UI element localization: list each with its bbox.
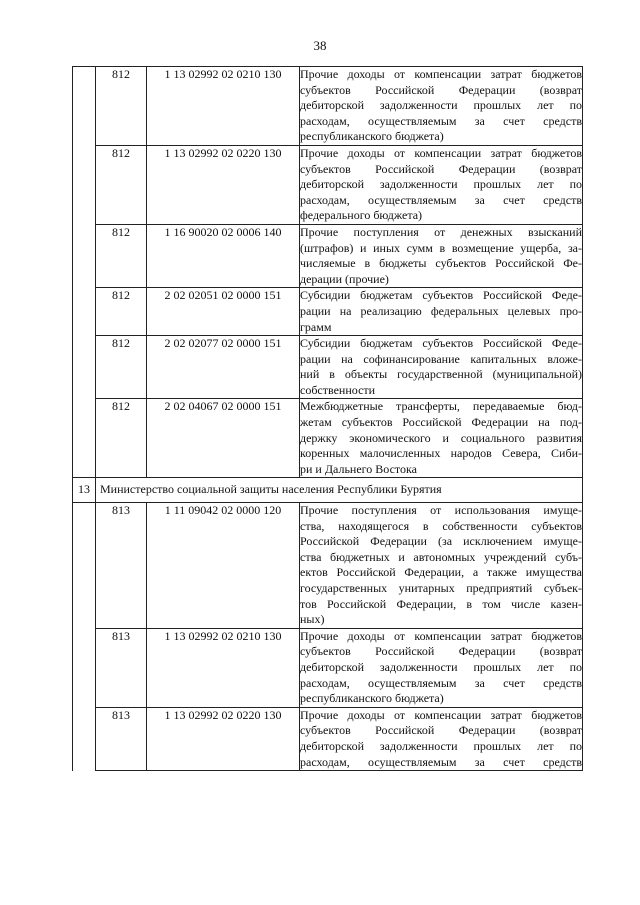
revenue-codes-table xyxy=(72,66,583,771)
row-number-cell xyxy=(73,503,96,771)
revenue-description xyxy=(300,628,583,707)
description-line: ри и Дальнего Востока xyxy=(300,461,417,476)
admin-code: 812 xyxy=(96,67,147,146)
description-line: государственных унитарных предприятий субъек- xyxy=(300,581,582,595)
description-line: держку экономического и социального развития xyxy=(300,430,582,445)
section-title: Министерство социальной защиты населения Республики Бурятия xyxy=(96,478,583,503)
table-row xyxy=(73,399,583,478)
table-body-ministry-13 xyxy=(73,503,583,771)
budget-classification-code: 1 16 90020 02 0006 140 xyxy=(147,224,300,287)
budget-classification-code: 1 13 02992 02 0220 130 xyxy=(147,145,300,224)
admin-code: 812 xyxy=(96,399,147,478)
page-number: 38 xyxy=(313,38,327,53)
admin-code: 812 xyxy=(96,145,147,224)
revenue-description xyxy=(300,288,583,336)
description-line: Субсидии бюджетам субъектов Российской Феде- xyxy=(300,288,582,303)
table-section-header xyxy=(73,478,583,503)
description-line: рации на реализацию федеральных целевых про- xyxy=(300,303,582,318)
budget-classification-code: 2 02 04067 02 0000 151 xyxy=(147,399,300,478)
description-line: ний в объекты государственной (муниципальной) xyxy=(300,367,582,382)
description-line: субъектов Российской Федерации (возврат xyxy=(300,82,582,97)
admin-code: 812 xyxy=(96,288,147,336)
description-line: субъектов Российской Федерации (возврат xyxy=(300,161,582,176)
description-line: числяемые в бюджеты субъектов Российской Фе- xyxy=(300,256,582,271)
description-line: дерации (прочие) xyxy=(300,271,389,286)
description-line: Российской Федерации (за исключением имуще- xyxy=(300,534,582,549)
section-number: 13 xyxy=(73,478,96,503)
budget-classification-code: 2 02 02077 02 0000 151 xyxy=(147,336,300,399)
description-line: грамм xyxy=(300,319,332,334)
revenue-description xyxy=(300,399,583,478)
description-line: субъектов Российской Федерации (возврат xyxy=(300,644,582,659)
table-row xyxy=(73,707,583,770)
description-line: собственности xyxy=(300,382,376,397)
description-line: федерального бюджета) xyxy=(300,208,423,223)
description-text xyxy=(300,336,582,398)
revenue-description xyxy=(300,707,583,770)
table-row xyxy=(73,336,583,399)
description-line: Субсидии бюджетам субъектов Российской Феде- xyxy=(300,336,582,351)
description-line: расходам, осуществляемым за счет средств xyxy=(300,192,582,207)
admin-code: 813 xyxy=(96,628,147,707)
description-line: Прочие поступления от использования имуще- xyxy=(300,503,582,518)
table-row xyxy=(73,503,583,629)
description-line: расходам, осуществляемым за счет средств xyxy=(300,675,582,690)
budget-classification-code: 1 13 02992 02 0210 130 xyxy=(147,628,300,707)
description-line: дебиторской задолженности прошлых лет по xyxy=(300,98,582,113)
description-line: ства бюджетных и автономных учреждений субъ- xyxy=(300,549,582,564)
budget-classification-code: 1 11 09042 02 0000 120 xyxy=(147,503,300,629)
description-line: Прочие доходы от компенсации затрат бюджетов xyxy=(300,628,582,643)
table-body-ministry-12 xyxy=(73,67,583,478)
description-line: ства, находящегося в собственности субъектов xyxy=(300,518,582,533)
description-line: Прочие доходы от компенсации затрат бюджетов xyxy=(300,67,582,81)
description-line: ных) xyxy=(300,612,325,627)
budget-classification-code: 2 02 02051 02 0000 151 xyxy=(147,288,300,336)
description-line: коренных малочисленных народов Севера, Сиби- xyxy=(300,446,582,461)
revenue-description xyxy=(300,67,583,146)
description-line: жетам субъектов Российской Федерации на под- xyxy=(300,415,582,430)
row-number-cell xyxy=(73,67,96,478)
description-line: Межбюджетные трансферты, передаваемые бюд- xyxy=(300,399,582,414)
description-line: субъектов Российской Федерации (возврат xyxy=(300,723,582,738)
description-line: тов Российской Федерации, в том числе казен- xyxy=(300,596,582,611)
description-line: расходам, осуществляемым за счет средств xyxy=(300,113,582,128)
revenue-description xyxy=(300,336,583,399)
description-line: дебиторской задолженности прошлых лет по xyxy=(300,659,582,674)
description-text xyxy=(300,708,582,770)
table-row xyxy=(73,145,583,224)
admin-code: 812 xyxy=(96,336,147,399)
admin-code: 812 xyxy=(96,224,147,287)
budget-classification-code: 1 13 02992 02 0220 130 xyxy=(147,707,300,770)
description-line: республиканского бюджета) xyxy=(300,129,444,144)
description-text xyxy=(300,67,582,145)
table-row xyxy=(73,67,583,146)
admin-code: 813 xyxy=(96,503,147,629)
description-line: (штрафов) и иных сумм в возмещение ущерба, за- xyxy=(300,240,582,255)
description-line: Прочие доходы от компенсации затрат бюджетов xyxy=(300,145,582,160)
table-row xyxy=(73,628,583,707)
revenue-description xyxy=(300,224,583,287)
description-line: Прочие доходы от компенсации затрат бюджетов xyxy=(300,707,582,722)
description-line: ектов Российской Федерации, а также имущества xyxy=(300,565,582,580)
revenue-description xyxy=(300,145,583,224)
description-line: Прочие поступления от денежных взысканий xyxy=(300,224,582,239)
budget-classification-code: 1 13 02992 02 0210 130 xyxy=(147,67,300,146)
revenue-description xyxy=(300,503,583,629)
description-line: республиканского бюджета) xyxy=(300,691,444,706)
description-text xyxy=(300,288,582,335)
table-row xyxy=(73,224,583,287)
description-line: дебиторской задолженности прошлых лет по xyxy=(300,738,582,753)
description-line: рации на софинансирование капитальных вложе- xyxy=(300,351,582,366)
description-text xyxy=(300,629,582,707)
table-row xyxy=(73,288,583,336)
description-text xyxy=(300,146,582,224)
description-line: дебиторской задолженности прошлых лет по xyxy=(300,177,582,192)
section-row xyxy=(73,478,583,503)
description-text xyxy=(300,503,582,628)
description-text xyxy=(300,225,582,287)
description-text xyxy=(300,399,582,477)
admin-code: 813 xyxy=(96,707,147,770)
description-line: расходам, осуществляемым за счет средств xyxy=(300,754,582,769)
